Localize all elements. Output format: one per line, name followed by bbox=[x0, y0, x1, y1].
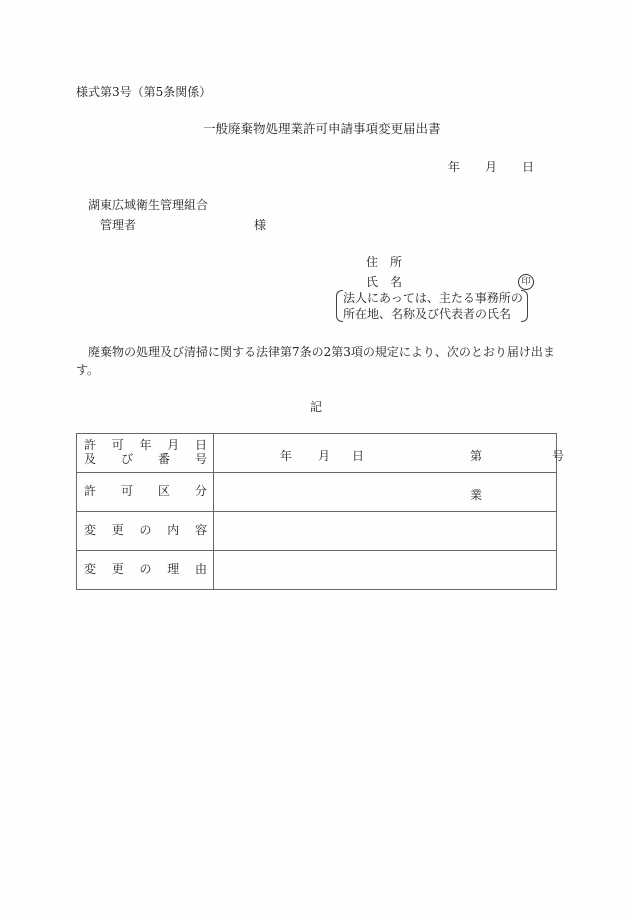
label-change-reason: 変 更 の 理 由 bbox=[77, 551, 214, 590]
note-line-2: 所在地、名称及び代表者の氏名 bbox=[343, 307, 512, 321]
applicant-name-label: 氏 名 bbox=[366, 275, 403, 289]
addressee-honorific: 様 bbox=[254, 218, 267, 232]
applicant-address-label: 住 所 bbox=[366, 255, 403, 269]
seal-icon: 印 bbox=[518, 274, 534, 290]
value-change-content[interactable] bbox=[214, 512, 557, 551]
table-row-permit-date bbox=[77, 434, 557, 473]
right-bracket bbox=[521, 290, 528, 322]
table-row-permit-category bbox=[77, 473, 557, 512]
value-permit-category[interactable]: 業 bbox=[214, 473, 557, 512]
form-number: 様式第3号（第5条関係） bbox=[76, 85, 212, 99]
value-permit-date-number[interactable]: 年 月 日 第 号 bbox=[214, 434, 557, 473]
form-table bbox=[76, 433, 565, 590]
label-permit-category: 許 可 区 分 bbox=[77, 473, 214, 512]
left-bracket bbox=[336, 290, 343, 322]
value-change-reason[interactable] bbox=[214, 551, 557, 590]
note-line-1: 法人にあっては、主たる事務所の bbox=[343, 291, 523, 305]
label-permit-date-number: 許 可 年 月 日 及 び 番 号 bbox=[77, 434, 214, 473]
corporate-note bbox=[336, 290, 526, 322]
ki-heading: 記 bbox=[310, 400, 323, 414]
date-month: 月 bbox=[485, 160, 498, 174]
addressee-organization: 湖東広域衛生管理組合 bbox=[88, 198, 209, 212]
body-text: 廃棄物の処理及び清掃に関する法律第7条の2第3項の規定により、次のとおり届け出ます。 bbox=[76, 345, 555, 377]
table-row-change-content bbox=[77, 512, 557, 551]
document-title: 一般廃棄物処理業許可申請事項変更届出書 bbox=[203, 121, 441, 136]
date-day: 日 bbox=[522, 160, 535, 174]
label-change-content: 変 更 の 内 容 bbox=[77, 512, 214, 551]
addressee-role: 管理者 bbox=[100, 218, 137, 232]
date-year: 年 bbox=[448, 160, 461, 174]
table-row-change-reason bbox=[77, 551, 557, 590]
submission-date bbox=[448, 161, 534, 173]
